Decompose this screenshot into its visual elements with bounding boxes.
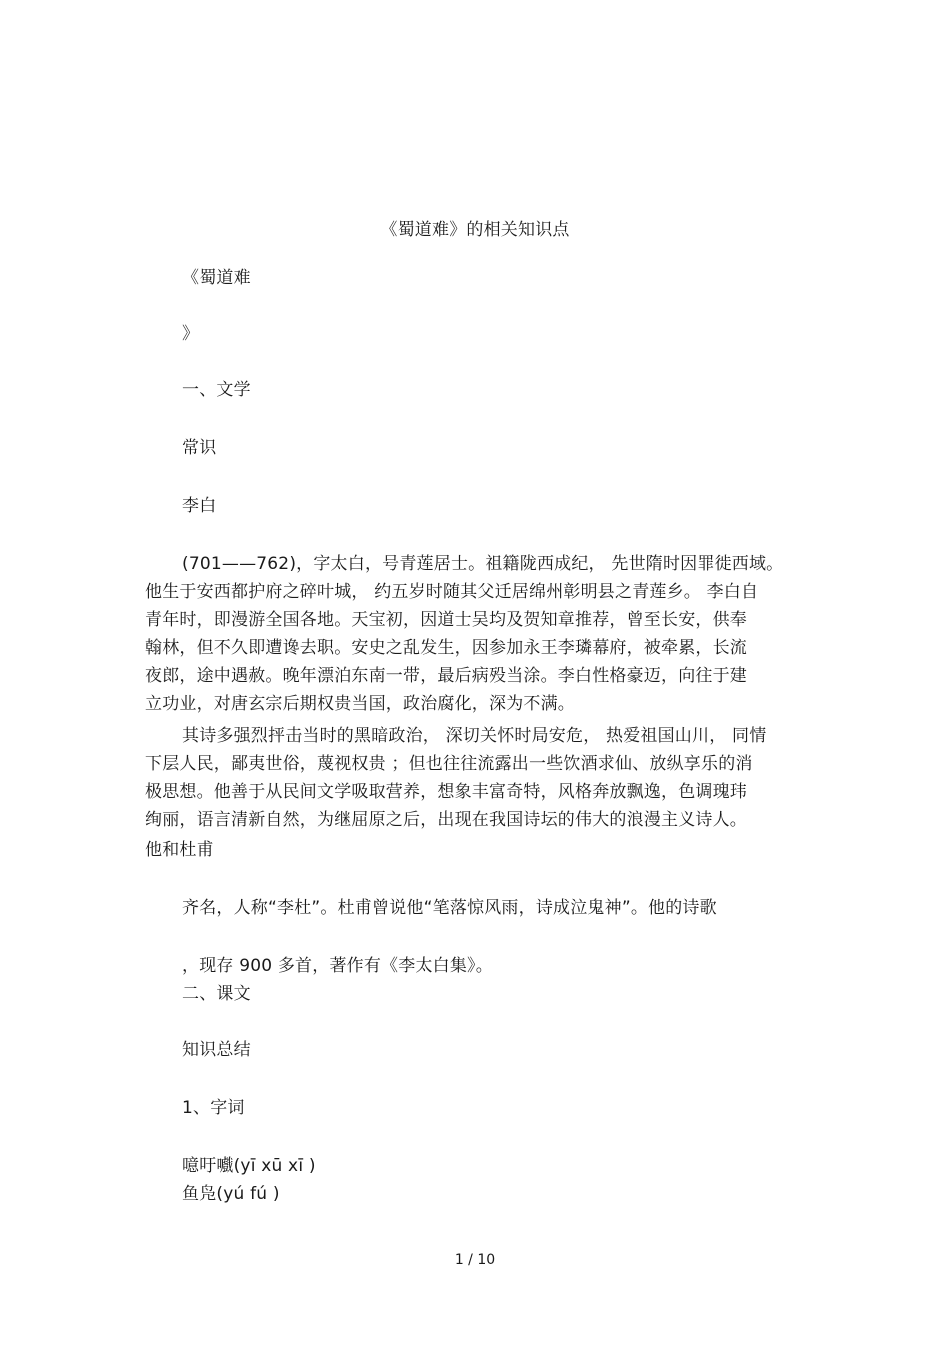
section-heading: 二、课文 [182,984,251,1004]
subsection-heading: 1、字词 [182,1098,245,1118]
section-heading: 知识总结 [182,1040,251,1060]
paragraph-line: 极思想。他善于从民间文学吸取营养，想象丰富奇特，风格奔放飘逸，色调瑰玮 [145,782,747,802]
author-name: 李白 [182,496,217,516]
section-heading: 常识 [182,438,217,458]
paragraph-line: 绚丽，语言清新自然，为继屈原之后，出现在我国诗坛的伟大的浪漫主义诗人。 [145,810,747,830]
page-number: 1 / 10 [454,1252,496,1268]
vocab-item: 鱼凫(yú fú ) [182,1184,280,1204]
paragraph-line: 夜郎，途中遇赦。晚年漂泊东南一带，最后病殁当涂。李白性格豪迈，向往于建 [145,666,747,686]
section-heading: 一、文学 [182,380,251,400]
paragraph-line: ，现存 900 多首，著作有《李太白集》。 [182,956,493,976]
paragraph-line: 翰林，但不久即遭谗去职。安史之乱发生，因参加永王李璘幕府，被牵累，长流 [145,638,747,658]
vocab-item: 噫吁嚱(yī xū xī ) [182,1156,316,1176]
paragraph-line: (701——762)，字太白，号青莲居士。祖籍陇西成纪， 先世隋时因罪徙西域。 [182,554,784,574]
paragraph-line: 他生于安西都护府之碎叶城， 约五岁时随其父迁居绵州彰明县之青莲乡。 李白自 [145,582,759,602]
paragraph-line: 青年时，即漫游全国各地。天宝初，因道士吴均及贺知章推荐，曾至长安，供奉 [145,610,747,630]
paragraph-line: 他和杜甫 [145,840,214,860]
paragraph-line: 下层人民，鄙夷世俗，蔑视权贵 ；但也往往流露出一些饮酒求仙、放纵享乐的消 [145,754,753,774]
paragraph-line: 其诗多强烈抨击当时的黑暗政治， 深切关怀时局安危， 热爱祖国山川， 同情 [182,726,767,746]
paragraph-line: 立功业，对唐玄宗后期权贵当国，政治腐化，深为不满。 [145,694,575,714]
document-title: 《蜀道难》的相关知识点 [380,220,570,240]
heading-line: 《蜀道难 [182,268,251,288]
paragraph-line: 齐名，人称“李杜”。杜甫曾说他“笔落惊风雨，诗成泣鬼神”。他的诗歌 [182,898,717,918]
heading-line: 》 [182,324,200,344]
